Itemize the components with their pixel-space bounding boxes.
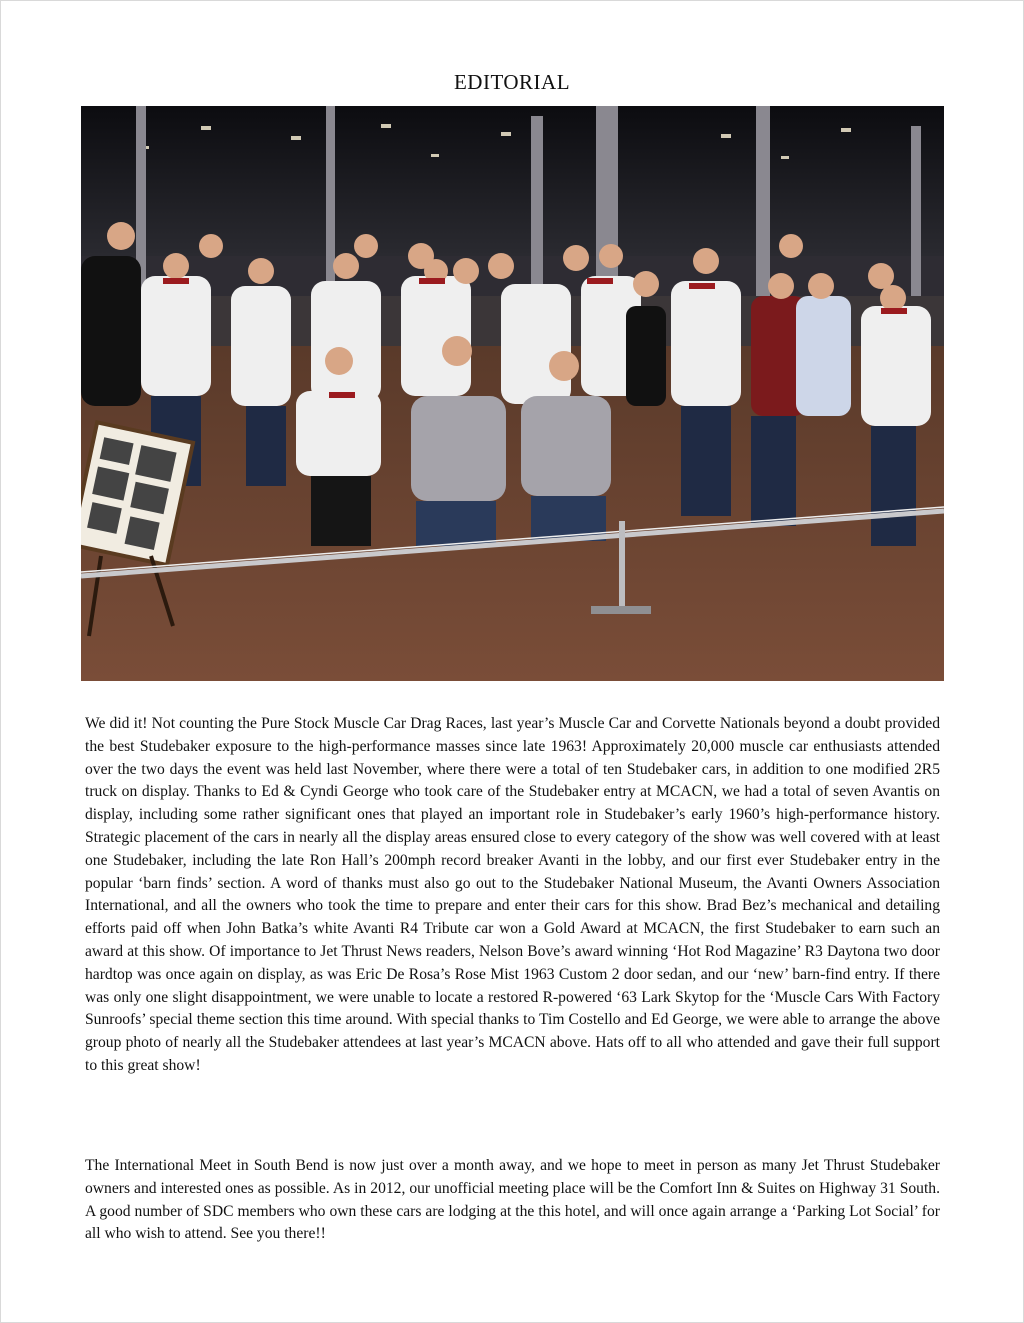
editorial-paragraph-1: We did it! Not counting the Pure Stock Muscle Car Drag Races, last year’s Muscle Car and Corvette Nationals beyond a doubt provided the best Studebaker exposure to the high-performance masses since late 1963! Approximately 20,000 muscle car enthusiasts attended over the two days the event was held last November, where there were a total of ten Studebaker cars, in addition to one modified 2R5 truck on display. Thanks to Ed & Cyndi George who took care of the Studebaker entry at MCACN, we had a total of seven Avantis on display, including some rather significant ones that played an important role in Studebaker’s early 1960’s high-performance history. Strategic placement of the cars in nearly all the display areas ensured close to every category of the show was well covered with at least one Studebaker, including the late Ron Hall’s 200mph record breaker Avanti in the lobby, and our first ever Studebaker entry in the popular ‘barn finds’ section. A word of thanks must also go out to the Studebaker National Museum, the Avanti Owners Association International, and all the owners who took the time to prepare and enter their cars for this show. Brad Bez’s mechanical and detailing efforts paid off when John Batka’s white Avanti R4 Tribute car won a Gold Award at MCACN, the first Studebaker to earn such an award at this show. Of importance to Jet Thrust News readers, Nelson Bove’s award winning ‘Hot Rod Magazine’ R3 Daytona two door hardtop was once again on display, as was Eric De Rosa’s Rose Mist 1963 Custom 2 door sedan, and our ‘new’ barn-find entry. If there was only one slight disappointment, we were unable to locate a restored R-powered ‘63 Lark Skytop for the ‘Muscle Cars With Factory Sunroofs’ special theme section this time around. With special thanks to Tim Costello and Ed George, we were able to arrange the above group photo of nearly all the Studebaker attendees at last year’s MCACN above. Hats off to all who attended and gave their full support to this great show!	[85, 715, 940, 1074]
page-title: EDITORIAL	[453, 70, 571, 94]
editorial-paragraph-2: The International Meet in South Bend is now just over a month away, and we hope to meet in person as many Jet Thrust Studebaker owners and interested ones as possible. As in 2012, our unofficial meeting place will be the Comfort Inn & Suites on Highway 31 South. A good number of SDC members who own these cars are lodging at the this hotel, and will once again arrange a ‘Parking Lot Social’ for all who wish to attend. See you there!!	[85, 1157, 940, 1243]
group-photo	[81, 106, 944, 681]
